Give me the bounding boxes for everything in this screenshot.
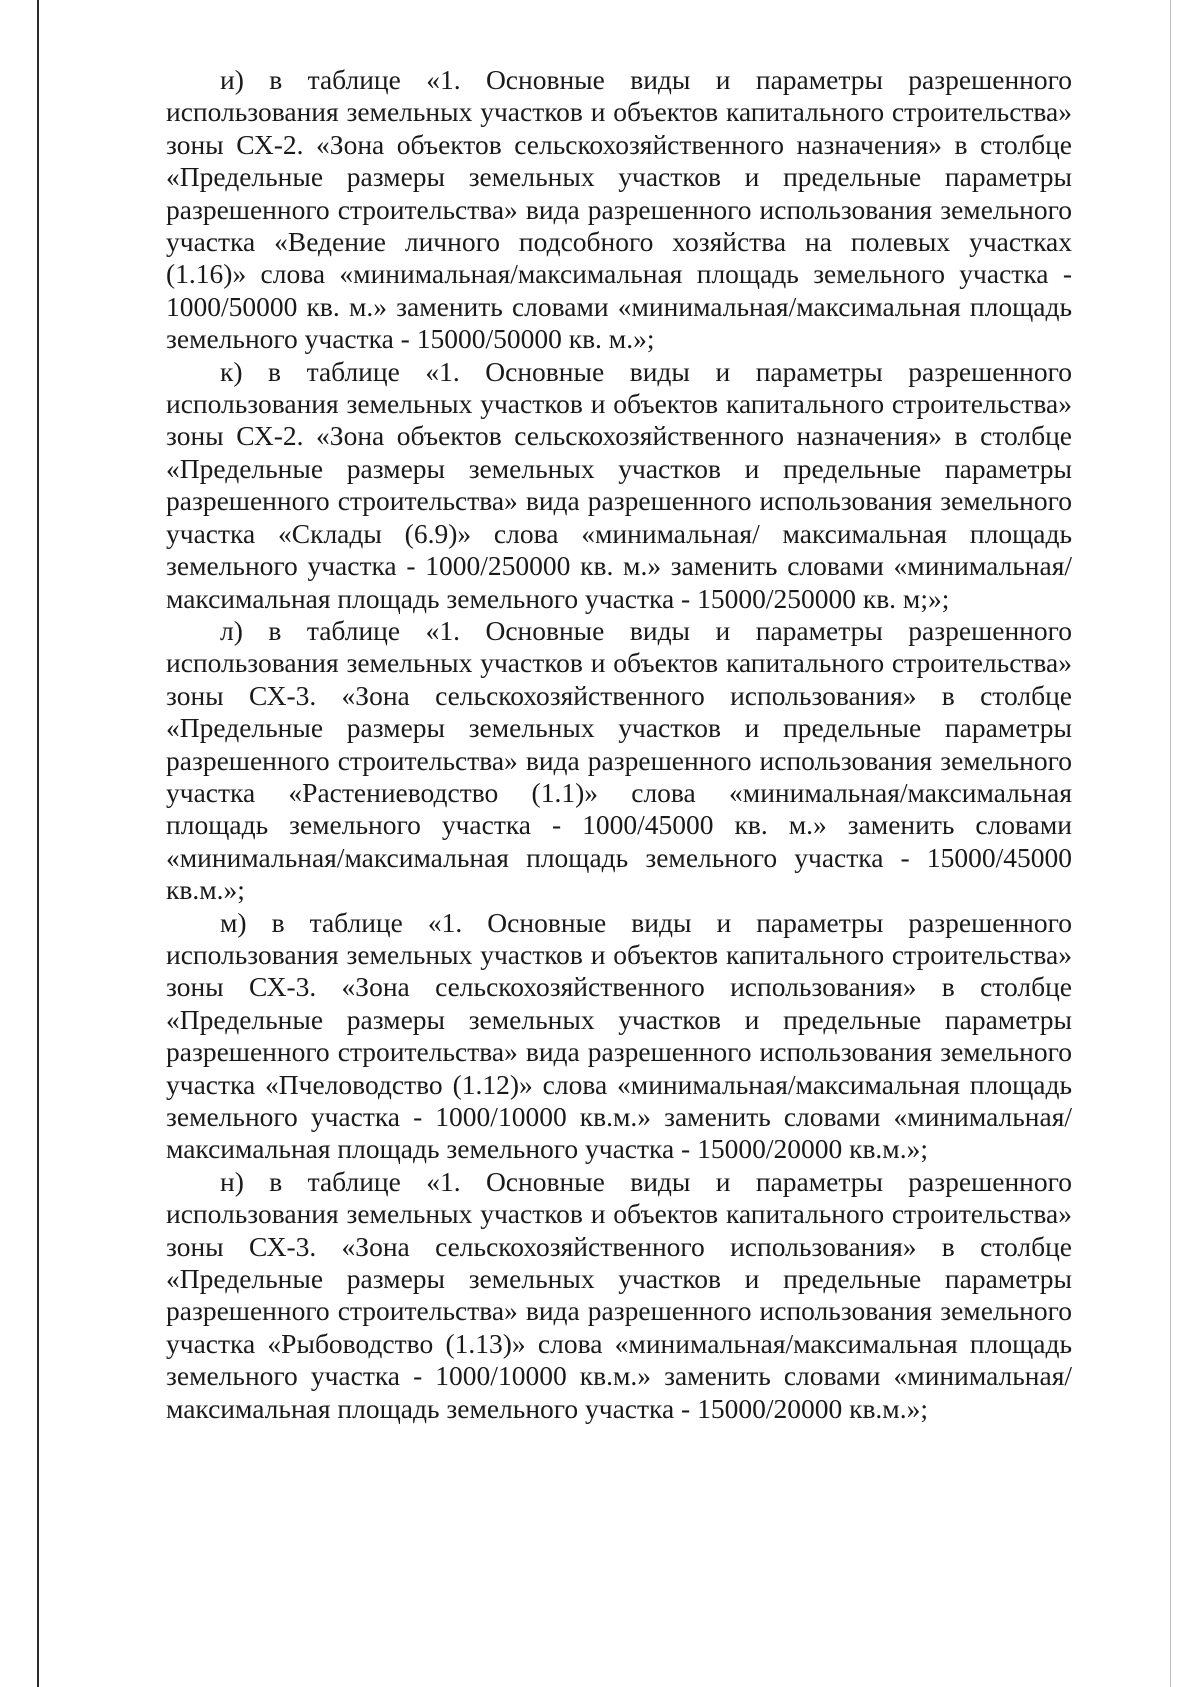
paragraph-n: н) в таблице «1. Основные виды и параметры разрешенного использования земельных участков и объектов капитального строительства» зоны СХ-3. «Зона сельскохозяйственного использования» в столбце «Предельные размеры земельных участков и предельные параметры разрешенного строительства» вида разрешенного использования земельного участка «Рыбоводство (1.13)» слова «минимальная/максимальная площадь земельного участка - 1000/10000 кв.м.» заменить словами «минимальная/максимальная площадь земельного участка - 15000/20000 кв.м.»; bbox=[166, 1165, 1072, 1424]
scan-edge-left bbox=[37, 0, 39, 1687]
document-body bbox=[166, 64, 1072, 1425]
paragraph-k: к) в таблице «1. Основные виды и параметры разрешенного использования земельных участков и объектов капитального строительства» зоны СХ-2. «Зона объектов сельскохозяйственного назначения» в столбце «Предельные размеры земельных участков и предельные параметры разрешенного строительства» вида разрешенного использования земельного участка «Склады (6.9)» слова «минимальная/ максимальная площадь земельного участка - 1000/250000 кв. м.» заменить словами «минимальная/максимальная площадь земельного участка - 15000/250000 кв. м;»; bbox=[166, 355, 1072, 614]
paragraph-i: и) в таблице «1. Основные виды и параметры разрешенного использования земельных участков и объектов капитального строительства» зоны СХ-2. «Зона объектов сельскохозяйственного назначения» в столбце «Предельные размеры земельных участков и предельные параметры разрешенного строительства» вида разрешенного использования земельного участка «Ведение личного подсобного хозяйства на полевых участках (1.16)» слова «минимальная/максимальная площадь земельного участка - 1000/50000 кв. м.» заменить словами «минимальная/максимальная площадь земельного участка - 15000/50000 кв. м.»; bbox=[166, 64, 1072, 355]
paragraph-l: л) в таблице «1. Основные виды и параметры разрешенного использования земельных участков и объектов капитального строительства» зоны СХ-3. «Зона сельскохозяйственного использования» в столбце «Предельные размеры земельных участков и предельные параметры разрешенного строительства» вида разрешенного использования земельного участка «Растениеводство (1.1)» слова «минимальная/максимальная площадь земельного участка - 1000/45000 кв. м.» заменить словами «минимальная/максимальная площадь земельного участка - 15000/45000 кв.м.»; bbox=[166, 614, 1072, 906]
scan-edge-right bbox=[1170, 0, 1171, 1687]
paragraph-m: м) в таблице «1. Основные виды и параметры разрешенного использования земельных участков и объектов капитального строительства» зоны СХ-3. «Зона сельскохозяйственного использования» в столбце «Предельные размеры земельных участков и предельные параметры разрешенного строительства» вида разрешенного использования земельного участка «Пчеловодство (1.12)» слова «минимальная/максимальная площадь земельного участка - 1000/10000 кв.м.» заменить словами «минимальная/максимальная площадь земельного участка - 15000/20000 кв.м.»; bbox=[166, 906, 1072, 1165]
